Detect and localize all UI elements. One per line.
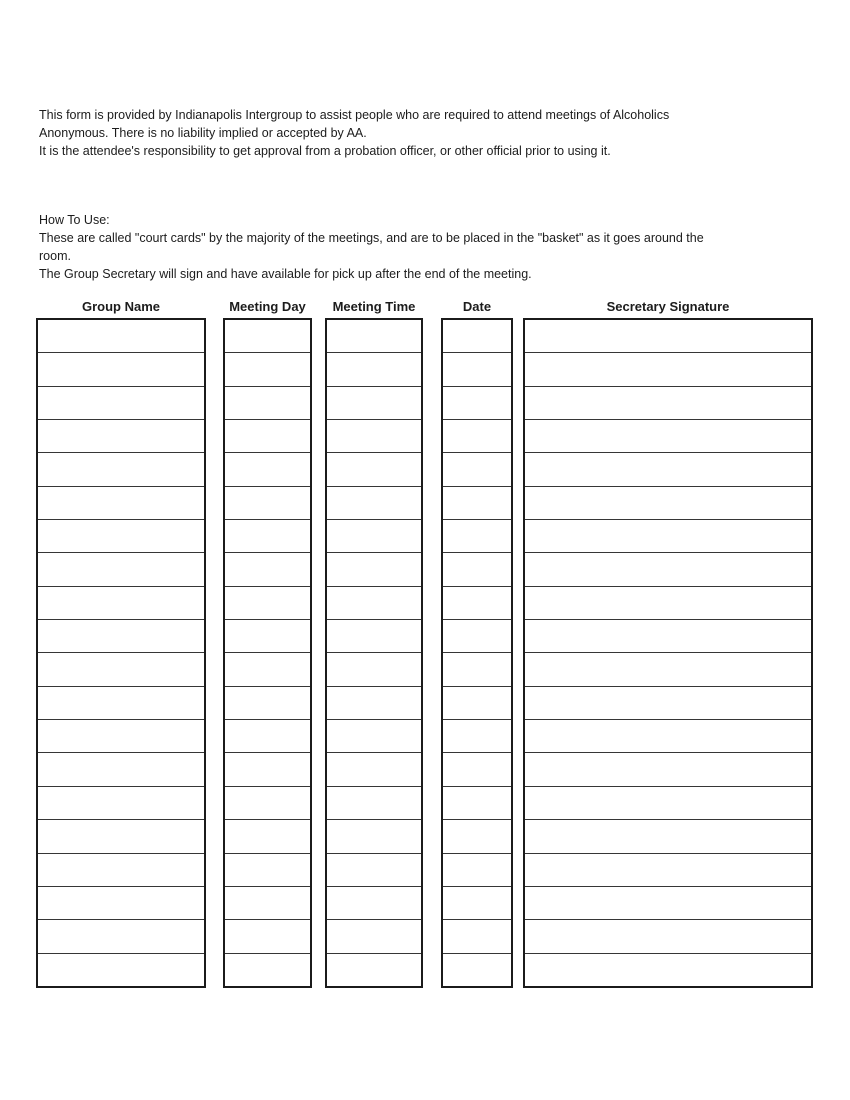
table-cell-meeting-time-row-7 (327, 519, 421, 552)
table-cell-meeting-time-row-14 (327, 752, 421, 785)
table-cell-secretary-signature-row-4 (525, 419, 811, 452)
how-to-use-line-1: These are called "court cards" by the majority of the meetings, and are to be placed in the "basket" as it goes around the (39, 231, 704, 245)
table-cell-secretary-signature-row-16 (525, 819, 811, 852)
table-cell-meeting-time-row-8 (327, 552, 421, 585)
table-cell-secretary-signature-row-10 (525, 619, 811, 652)
table-cell-group-name-row-1 (38, 320, 204, 352)
table-cell-date-row-18 (443, 886, 511, 919)
table-cell-date-row-8 (443, 552, 511, 585)
table-cell-meeting-day-row-8 (225, 552, 310, 585)
table-cell-meeting-day-row-9 (225, 586, 310, 619)
table-cell-secretary-signature-row-7 (525, 519, 811, 552)
table-cell-group-name-row-17 (38, 853, 204, 886)
column-header-meeting-time: Meeting Time (332, 299, 416, 314)
table-cell-secretary-signature-row-17 (525, 853, 811, 886)
how-to-use-paragraph (39, 211, 704, 283)
table-cell-date-row-15 (443, 786, 511, 819)
table-cell-meeting-day-row-4 (225, 419, 310, 452)
table-cell-group-name-row-7 (38, 519, 204, 552)
table-column-secretary-signature (523, 318, 813, 988)
table-cell-date-row-13 (443, 719, 511, 752)
table-cell-group-name-row-3 (38, 386, 204, 419)
column-header-date: Date (462, 299, 492, 314)
table-cell-date-row-17 (443, 853, 511, 886)
table-cell-date-row-9 (443, 586, 511, 619)
table-cell-group-name-row-5 (38, 452, 204, 485)
table-cell-group-name-row-11 (38, 652, 204, 685)
intro-line-2: Anonymous. There is no liability implied or accepted by AA. (39, 126, 367, 140)
table-cell-date-row-16 (443, 819, 511, 852)
table-cell-meeting-day-row-5 (225, 452, 310, 485)
table-cell-date-row-1 (443, 320, 511, 352)
table-cell-meeting-time-row-13 (327, 719, 421, 752)
table-cell-secretary-signature-row-11 (525, 652, 811, 685)
column-header-meeting-day: Meeting Day (229, 299, 306, 314)
table-cell-group-name-row-12 (38, 686, 204, 719)
table-cell-meeting-day-row-16 (225, 819, 310, 852)
intro-paragraph (39, 106, 669, 160)
table-cell-meeting-time-row-20 (327, 953, 421, 986)
table-cell-date-row-12 (443, 686, 511, 719)
table-cell-meeting-time-row-2 (327, 352, 421, 385)
table-cell-meeting-day-row-11 (225, 652, 310, 685)
table-cell-secretary-signature-row-9 (525, 586, 811, 619)
table-cell-date-row-19 (443, 919, 511, 952)
table-cell-meeting-day-row-13 (225, 719, 310, 752)
table-cell-secretary-signature-row-14 (525, 752, 811, 785)
table-cell-date-row-10 (443, 619, 511, 652)
table-cell-secretary-signature-row-13 (525, 719, 811, 752)
table-cell-group-name-row-10 (38, 619, 204, 652)
table-cell-meeting-time-row-15 (327, 786, 421, 819)
table-column-group-name (36, 318, 206, 988)
table-cell-date-row-11 (443, 652, 511, 685)
table-cell-secretary-signature-row-2 (525, 352, 811, 385)
table-cell-date-row-7 (443, 519, 511, 552)
table-cell-meeting-time-row-9 (327, 586, 421, 619)
table-cell-meeting-day-row-1 (225, 320, 310, 352)
table-cell-secretary-signature-row-6 (525, 486, 811, 519)
table-cell-meeting-time-row-19 (327, 919, 421, 952)
intro-line-1: This form is provided by Indianapolis Intergroup to assist people who are required to attend meetings of Alcoholics (39, 108, 670, 122)
table-cell-meeting-time-row-16 (327, 819, 421, 852)
table-cell-meeting-time-row-1 (327, 320, 421, 352)
table-cell-date-row-14 (443, 752, 511, 785)
table-cell-meeting-time-row-10 (327, 619, 421, 652)
table-cell-meeting-day-row-3 (225, 386, 310, 419)
table-cell-group-name-row-4 (38, 419, 204, 452)
table-column-meeting-time (325, 318, 423, 988)
table-cell-group-name-row-16 (38, 819, 204, 852)
table-cell-group-name-row-8 (38, 552, 204, 585)
table-cell-secretary-signature-row-5 (525, 452, 811, 485)
table-cell-group-name-row-18 (38, 886, 204, 919)
column-header-secretary-signature: Secretary Signature (606, 299, 730, 314)
table-cell-meeting-time-row-11 (327, 652, 421, 685)
table-cell-group-name-row-15 (38, 786, 204, 819)
table-cell-meeting-time-row-18 (327, 886, 421, 919)
table-cell-secretary-signature-row-15 (525, 786, 811, 819)
table-cell-group-name-row-6 (38, 486, 204, 519)
table-cell-meeting-day-row-15 (225, 786, 310, 819)
how-to-use-line-3: The Group Secretary will sign and have available for pick up after the end of the meeting. (39, 267, 532, 281)
table-cell-meeting-day-row-12 (225, 686, 310, 719)
table-cell-meeting-day-row-7 (225, 519, 310, 552)
table-cell-meeting-time-row-6 (327, 486, 421, 519)
table-cell-meeting-time-row-12 (327, 686, 421, 719)
table-cell-group-name-row-2 (38, 352, 204, 385)
table-cell-meeting-time-row-17 (327, 853, 421, 886)
table-cell-meeting-day-row-14 (225, 752, 310, 785)
table-cell-secretary-signature-row-3 (525, 386, 811, 419)
table-cell-date-row-5 (443, 452, 511, 485)
table-cell-meeting-day-row-17 (225, 853, 310, 886)
table-cell-meeting-day-row-18 (225, 886, 310, 919)
table-cell-group-name-row-19 (38, 919, 204, 952)
table-cell-meeting-day-row-6 (225, 486, 310, 519)
table-cell-secretary-signature-row-8 (525, 552, 811, 585)
table-cell-meeting-day-row-2 (225, 352, 310, 385)
table-cell-group-name-row-9 (38, 586, 204, 619)
table-cell-secretary-signature-row-1 (525, 320, 811, 352)
table-cell-date-row-2 (443, 352, 511, 385)
intro-line-3: It is the attendee's responsibility to get approval from a probation officer, or other official prior to using it. (39, 144, 611, 158)
how-to-use-line-2: room. (39, 249, 71, 263)
how-to-use-heading: How To Use: (39, 213, 110, 227)
table-cell-group-name-row-13 (38, 719, 204, 752)
table-cell-meeting-day-row-19 (225, 919, 310, 952)
table-cell-group-name-row-20 (38, 953, 204, 986)
table-cell-meeting-time-row-4 (327, 419, 421, 452)
table-cell-date-row-20 (443, 953, 511, 986)
table-cell-secretary-signature-row-19 (525, 919, 811, 952)
table-cell-secretary-signature-row-12 (525, 686, 811, 719)
table-column-date (441, 318, 513, 988)
column-header-group-name: Group Name (81, 299, 160, 314)
table-cell-secretary-signature-row-20 (525, 953, 811, 986)
table-cell-meeting-day-row-10 (225, 619, 310, 652)
table-cell-date-row-6 (443, 486, 511, 519)
table-cell-meeting-time-row-3 (327, 386, 421, 419)
table-cell-date-row-4 (443, 419, 511, 452)
table-cell-meeting-day-row-20 (225, 953, 310, 986)
table-cell-date-row-3 (443, 386, 511, 419)
table-cell-secretary-signature-row-18 (525, 886, 811, 919)
table-cell-meeting-time-row-5 (327, 452, 421, 485)
table-column-meeting-day (223, 318, 312, 988)
table-cell-group-name-row-14 (38, 752, 204, 785)
